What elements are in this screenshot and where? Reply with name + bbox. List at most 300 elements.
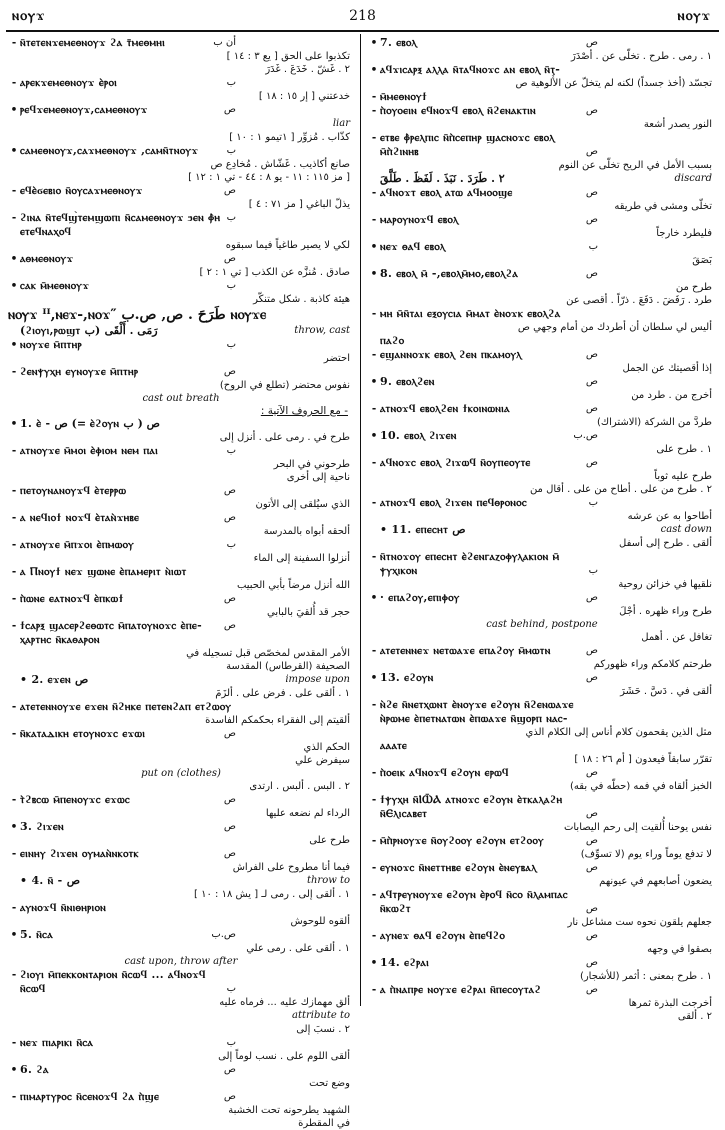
english-gloss: put on (clothes) — [141, 768, 221, 779]
column-divider — [360, 34, 361, 1006]
arabic-gloss: الأمر المقدس لمخصّص قبل تسجيله في — [186, 648, 350, 659]
arabic-gloss: طرح على — [309, 835, 350, 846]
coptic-text: ϯⲯⲩⲭⲏ ⲛ̄ⲒⲰ̄Ⲁ ⲁⲧⲛⲟϫⲥ ⲉϩⲟⲩⲛ ⲉ̀ⲧⲕⲁⲗⲁϩⲏ — [380, 793, 563, 806]
entry-bullet: • — [370, 64, 378, 76]
entry-bullet: • — [10, 280, 18, 292]
arabic-gloss: أنزلوا السفينة إلى الماء — [253, 553, 350, 564]
entry-bullet: - — [371, 308, 377, 320]
entry-bullet: - — [11, 212, 17, 224]
dictionary-entry — [8, 793, 354, 807]
grammar-tag: ص — [223, 821, 236, 832]
grammar-tag: ب — [226, 280, 236, 291]
dictionary-entry — [8, 592, 354, 606]
coptic-text: 8. ⲉⲃⲟⲗ ⲙ̄ -,ⲉⲃⲟⲗⲙ̄ⲙⲟ,ⲉⲃⲟⲗϩⲁ — [380, 267, 519, 280]
arabic-gloss: طرحوني في البحر — [273, 459, 350, 470]
grammar-tag: ص — [223, 728, 236, 739]
dictionary-entry — [368, 523, 716, 537]
right-column — [368, 36, 716, 1022]
coptic-text: ⲡⲉⲧⲟⲩⲛⲁⲛⲟⲩϫϥ ⲉ̀ⲧⲉⲣⲣⲱ — [20, 484, 127, 497]
arabic-gloss: تغافل عن . أهمل — [641, 632, 712, 643]
grammar-tag: أن ب — [213, 37, 236, 48]
arabic-gloss: بسبب الأمل في الريح تخلّى عن النوم — [558, 160, 712, 171]
dictionary-entry — [8, 727, 354, 741]
dictionary-entry — [368, 240, 716, 254]
page-number: 218 — [349, 8, 376, 24]
entry-bullet: • — [370, 672, 378, 684]
english-gloss: cast out breath — [142, 393, 220, 404]
dictionary-entry — [368, 145, 716, 159]
grammar-tag: ص — [585, 214, 598, 225]
dictionary-entry — [8, 338, 354, 352]
dictionary-entry — [8, 565, 354, 579]
english-gloss: throw to — [306, 875, 350, 886]
dictionary-entry — [368, 131, 716, 145]
arabic-gloss: طرد . رَفَضَ . دَفَعَ . ذرّاً . أقصى عن — [566, 295, 712, 306]
coptic-text: ⲛ̄ⲕⲁⲧⲁⲇⲓⲕⲏ ⲉⲧⲟⲩⲛⲟϫⲥ ⲉϫⲱⲓ — [20, 727, 146, 740]
grammar-tag: ص — [585, 146, 598, 157]
coptic-text: • 2. ⲉϫⲉⲛ ص — [20, 673, 89, 686]
grammar-tag: ص — [585, 349, 598, 360]
coptic-text: ⲉϥⲉ̀ϭⲉⲃⲓⲟ ⲛ̄ⲟⲩⲥⲁϫⲙⲉⲑⲛⲟⲩϫ — [20, 184, 143, 197]
grammar-tag: ص.ب — [573, 430, 598, 441]
coptic-text: 7. ⲉⲃⲟⲗ — [380, 36, 417, 49]
arabic-gloss: تخلّى ومشى في طريقه — [614, 201, 712, 212]
coptic-text: • 11. ⲉⲡⲉⲥⲏⲧ ص — [380, 523, 466, 536]
coptic-text: ⲛⲟⲩϫⲉ ⲙ̄ⲡⲧⲏⲣ — [20, 338, 82, 351]
arabic-gloss: الشهيد يطرحونه تحت الخشبة — [228, 1105, 350, 1116]
entry-bullet: - — [11, 620, 17, 632]
dictionary-entry — [368, 104, 716, 118]
entry-bullet: - — [11, 701, 17, 713]
grammar-tag: ص — [585, 37, 598, 48]
coptic-text — [8, 117, 20, 130]
arabic-gloss: ١ . طرح على — [656, 444, 712, 455]
grammar-tag: ص — [585, 592, 598, 603]
grammar-tag: ب — [226, 1037, 236, 1048]
coptic-text: 6. ϩⲁ — [20, 1063, 49, 1076]
dictionary-entry — [368, 591, 716, 605]
arabic-gloss: تكذبوا على الحق [ يع ٣ : ١٤ ] — [226, 51, 350, 62]
arabic-gloss: بصقوا في وجهه — [647, 944, 712, 955]
arabic-gloss: ١ . طرح بمعنى : أثمر (للأشجار) — [579, 971, 712, 982]
entry-bullet: - — [11, 969, 17, 981]
dictionary-entry — [8, 633, 354, 647]
entry-bullet: - — [11, 1091, 17, 1103]
grammar-tag: ص — [585, 376, 598, 387]
dictionary-entry — [368, 888, 716, 902]
entry-bullet: - — [11, 1037, 17, 1049]
dictionary-entry — [368, 564, 716, 578]
dictionary-entry — [8, 511, 354, 525]
dictionary-entry — [8, 1063, 354, 1077]
entry-bullet: - — [371, 984, 377, 996]
header-rule — [6, 30, 719, 32]
arabic-gloss: لكي لا يصير طاغياً فيما سبقوه — [225, 240, 350, 251]
arabic-gloss: الرداء لم نضعه عليها — [265, 808, 350, 819]
entry-bullet: • — [10, 104, 18, 116]
entry-bullet: - — [371, 214, 377, 226]
dictionary-entry — [368, 375, 716, 389]
entry-bullet: • — [370, 241, 378, 253]
left-column — [8, 36, 354, 1129]
grammar-tag: ص — [585, 957, 598, 968]
entry-bullet: - — [371, 457, 377, 469]
grammar-tag: ص — [223, 253, 236, 264]
dictionary-entry — [8, 982, 354, 996]
arabic-gloss: صانع أكاذيب . غَشّاش . مُخادِع ص — [210, 159, 350, 170]
arabic-gloss: في المقطرة — [298, 1118, 350, 1129]
arabic-gloss: الله أنزل مرضاً بأبي الحبيب — [236, 580, 350, 591]
coptic-text: ⲁϥⲛⲟϫⲥ ⲉⲃⲟⲗ ϩⲓϫⲱϥ ⲛ̄ⲟⲩⲡⲉⲟⲩⲧⲉ — [380, 456, 531, 469]
coptic-text: ⲁⲑⲙⲉⲑⲛⲟⲩϫ — [20, 252, 74, 265]
coptic-text: ⲙⲏ ⲙ̄ⲛ̄ⲧⲁⲓ ⲉⲝⲟⲩⲥⲓⲁ ⲙ̄ⲙⲁⲧ ⲉ̀ⲛⲟϫⲕ ⲉⲃⲟⲗϩⲁ — [380, 307, 561, 320]
arabic-gloss: طرحتم كلامكم وراء ظهوركم — [593, 659, 712, 670]
grammar-tag: ب — [226, 539, 236, 550]
arabic-gloss: مثل الذين يقحمون كلام أناس إلى الكلام الذي — [525, 727, 712, 738]
dictionary-entry — [368, 429, 716, 443]
header-right-word: ⲛⲟⲩϫ — [677, 8, 711, 24]
coptic-text: 3. ϩⲓϫⲉⲛ — [20, 820, 64, 833]
entry-bullet: • — [370, 37, 378, 49]
coptic-text: ⲛ̄Ⲉⲗⲓⲥⲁⲃⲉⲧ — [380, 807, 428, 820]
coptic-text: ⲛ̄ⲥⲱϥ — [20, 982, 46, 995]
entry-bullet: - — [371, 497, 377, 509]
dictionary-entry — [8, 1036, 354, 1050]
english-gloss: cast down — [660, 524, 712, 535]
coptic-text: ⲁⲣⲉⲕϫⲉⲙⲉⲑⲛⲟⲩϫ ⲉ̀ⲣⲟⲓ — [20, 76, 118, 89]
dictionary-entry — [368, 929, 716, 943]
dictionary-entry — [8, 538, 354, 552]
arabic-gloss: ناحية إلى أخرى — [286, 472, 350, 483]
entry-bullet: - — [371, 862, 377, 874]
coptic-text: ⲙ̄ⲙⲉⲑⲛⲟⲩϯ — [380, 90, 428, 103]
coptic-text: ⲛⲉϫ ⲑⲁϥ ⲉⲃⲟⲗ — [380, 240, 446, 253]
coptic-text: • 4. ⲛ̄ - ص — [20, 874, 80, 887]
entry-bullet: • — [10, 821, 18, 833]
entry-bullet: - — [371, 767, 377, 779]
arabic-gloss: خدعتني [ إر ١٥ : ١٨ ] — [258, 91, 350, 102]
dictionary-entry — [8, 968, 354, 982]
grammar-tag: ص — [223, 848, 236, 859]
arabic-gloss: طرح وراء ظهره . أجْلَ — [619, 606, 712, 617]
dictionary-entry — [8, 324, 354, 338]
coptic-text: 9. ⲉⲃⲟⲗϩⲉⲛ — [380, 375, 435, 388]
coptic-text: ⲁ Ⲡⲛⲟⲩϯ ⲛⲉϫ ϣⲱⲛⲉ ⲉ̀ⲡⲁⲙⲉⲣⲓⲧ ⲛ̀ⲓⲱⲧ — [20, 565, 187, 578]
arabic-gloss: تجسّد (أخذ جسداً) لكنه لم يتخلّ عن الأُلوهية ص — [515, 78, 712, 89]
section-heading: - مع الحروف الآتية : — [260, 405, 348, 417]
arabic-gloss: ألقيتم إلى الفقراء بحكمكم الفاسدة — [205, 715, 350, 726]
entry-bullet: - — [11, 445, 17, 457]
dictionary-entry — [368, 550, 716, 564]
grammar-tag: ص — [223, 794, 236, 805]
coptic-text: ⲉⲧⲉϥⲛⲁⲭⲟϥ — [20, 225, 72, 238]
grammar-tag: ب — [226, 77, 236, 88]
entry-bullet: - — [371, 105, 377, 117]
dictionary-entry — [8, 444, 354, 458]
page-header — [0, 6, 725, 28]
dictionary-entry — [8, 901, 354, 915]
dictionary-entry — [8, 874, 354, 888]
arabic-gloss: الحكم الذي — [303, 742, 350, 753]
arabic-gloss: ٢ . البس . ألبس . ارتدى — [249, 781, 350, 792]
coptic-text: ⲡ̀ⲟⲉⲓⲕ ⲁϥⲛⲟϫϥ ⲉϩⲟⲩⲛ ⲉⲣⲱϥ — [380, 766, 509, 779]
coptic-text: ٢ . طَرَدَ . نَبَذَ . لَفَظَ . طَلَّقَ — [380, 172, 505, 185]
arabic-gloss: ألقى في . دَسَّ . حَشَرَ — [620, 686, 712, 697]
grammar-tag: ص — [585, 645, 598, 656]
arabic-gloss: نلقيها في خزائن روحية — [618, 579, 712, 590]
entry-bullet: - — [11, 539, 17, 551]
arabic-gloss: طرح في . رمى على . أنزل إلى — [219, 432, 350, 443]
coptic-text: ϩⲉⲛⲯⲩⲭⲏ ⲉⲩⲛⲟⲩϫⲉ ⲙ̄ⲡⲧⲏⲣ — [20, 365, 139, 378]
grammar-tag: ب — [226, 445, 236, 456]
grammar-tag: ص — [223, 485, 236, 496]
coptic-text: ⲁⲧⲛⲟϫϥ ⲉⲃⲟⲗϩⲉⲛ ϯⲕⲟⲓⲛⲱⲛⲓⲁ — [380, 402, 510, 415]
grammar-tag: ص.ب — [211, 929, 236, 940]
dictionary-entry — [368, 213, 716, 227]
arabic-gloss: سيفرض علي — [295, 755, 350, 766]
entry-bullet: - — [11, 848, 17, 860]
arabic-gloss: طرح من — [675, 282, 712, 293]
coptic-text: ⲧ̀ϩⲃⲥⲱ ⲙ̄ⲡⲉⲛⲟⲩϫⲥ ⲉϫⲱⲥ — [20, 793, 131, 806]
dictionary-entry — [368, 793, 716, 807]
dictionary-entry — [368, 186, 716, 200]
dictionary-entry — [368, 90, 716, 104]
coptic-text: (ϩⲓⲟⲩⲓ,ⲣⲱϣⲧ ب) رَمَى . أَلْقَى — [20, 324, 158, 337]
dictionary-entry — [368, 712, 716, 726]
arabic-gloss: ١ . ألقى إلى . رمى لـ [ يش ١٨ : ١٠ ] — [194, 889, 350, 900]
dictionary-entry — [368, 307, 716, 321]
coptic-text: 14. ⲉϩⲣⲁⲓ — [380, 956, 430, 969]
grammar-tag: ص — [585, 984, 598, 995]
arabic-gloss: ١ . ألقى على . فرض على . ألزَمَ — [215, 688, 350, 699]
header-left-word: ⲛⲟⲩϫ — [12, 8, 46, 24]
arabic-gloss: طرح عليه ثوباً — [654, 471, 712, 482]
coptic-text: 10. ⲉⲃⲟⲗ ϩⲓϫⲉⲛ — [380, 429, 457, 442]
entry-bullet: - — [11, 485, 17, 497]
coptic-text: ⲡⲁϩⲟ — [380, 334, 405, 347]
arabic-gloss: الذي سيُلقى إلى الأتون — [255, 499, 350, 510]
grammar-tag: ص — [585, 457, 598, 468]
grammar-tag: ص — [223, 512, 236, 523]
dictionary-entry — [8, 252, 354, 266]
entry-bullet: - — [11, 902, 17, 914]
dictionary-entry — [8, 365, 354, 379]
arabic-gloss: ٢ . غَشّ . خَدَعَ . غَدَرَ — [265, 64, 350, 75]
dictionary-entry — [8, 820, 354, 834]
entry-bullet: - — [371, 551, 377, 563]
grammar-tag: ص — [223, 366, 236, 377]
coptic-text: ⲁⲩⲛⲟϫϥ ⲛ̄ⲛⲓⲑⲏⲣⲓⲟⲛ — [20, 901, 107, 914]
arabic-gloss: طردَّ من الشركة (الاشتراك) — [596, 417, 712, 428]
entry-bullet: - — [11, 37, 17, 49]
arabic-gloss: إذا أقصيتك عن الجمل — [622, 363, 712, 374]
entry-bullet: - — [11, 593, 17, 605]
coptic-text: ⲡ̀ⲱⲛⲉ ⲉⲁⲧⲛⲟϫϥ ⲉ̀ⲡⲕⲱϯ — [20, 592, 124, 605]
dictionary-entry — [8, 103, 354, 117]
arabic-gloss: [ مز ١١٥ : ١١ - يو ٨ : ٤٤ - تي ١ : ١٢ ] — [188, 172, 350, 183]
grammar-tag: ص — [585, 808, 598, 819]
dictionary-entry — [8, 1009, 354, 1023]
coptic-text: ⲣⲉϥϫⲉⲙⲉⲑⲛⲟⲩϫ,ⲥⲁⲙⲉⲑⲛⲟⲩϫ — [20, 103, 148, 116]
coptic-text: ⲯⲩⲭⲓⲕⲟⲛ — [380, 564, 418, 577]
coptic-text: ⲥⲁⲕ ⲙ̄ⲙⲉⲑⲛⲟⲩϫ — [20, 279, 90, 292]
dictionary-entry — [8, 36, 354, 50]
entry-bullet: - — [11, 185, 17, 197]
grammar-tag: ص — [585, 187, 598, 198]
coptic-text: ϩⲓⲛⲁ ⲛ̄ⲧⲉϥϣ̀ⲧⲉⲙϣⲱⲡⲓ ⲛ̄ⲥⲁⲙⲉⲑⲛⲟⲩϫ ϧⲉⲛ ⲫ̀ⲏ — [20, 211, 221, 224]
coptic-text: ⲁϥⲛⲟϫⲧ ⲉⲃⲟⲗ ⲁⲧⲱ ⲁϥⲙⲟⲟϣⲉ — [380, 186, 513, 199]
dictionary-entry — [368, 956, 716, 970]
entry-bullet: • — [370, 957, 378, 969]
grammar-tag: ص — [223, 1064, 236, 1075]
dictionary-entry — [8, 417, 354, 431]
arabic-gloss: نفس يوحنا أُلقيت إلى رحم اليصابات — [563, 822, 712, 833]
grammar-tag: ص — [585, 930, 598, 941]
arabic-gloss: أطاحوا به عن عرشه — [627, 511, 712, 522]
dictionary-entry — [8, 847, 354, 861]
coptic-text: ⲭⲁⲣⲧⲏⲥ ⲛ̄ⲕⲁⲑⲁⲣⲟⲛ — [20, 633, 100, 646]
entry-bullet: - — [11, 77, 17, 89]
arabic-gloss: حجر قد أُلقيَ بالبابي — [267, 607, 350, 618]
entry-bullet: • — [10, 929, 18, 941]
entry-bullet: - — [371, 349, 377, 361]
arabic-gloss: ألحقه أبواه بالمدرسة — [263, 526, 350, 537]
entry-bullet: - — [371, 930, 377, 942]
coptic-text: ⲁ ⲡ̀ⲛⲁⲡⲣⲉ ⲛⲟⲩϫⲉ ⲉϩⲣⲁⲓ ⲛ̄ⲡⲉⲥⲟⲩⲧⲁϩ — [380, 983, 542, 996]
coptic-text: ⲁⲧⲉⲧⲉⲛⲛⲉϫ ⲛⲉⲧⲱⲁϫⲉ ⲉⲡⲁϩⲟⲩ ⲙ̄ⲙⲱⲧⲛ — [380, 644, 551, 657]
entry-bullet: • — [10, 145, 18, 157]
entry-bullet: • — [10, 253, 18, 265]
dictionary-entry — [368, 402, 716, 416]
coptic-text: ⲉⲧⲃⲉ ⲫ̀ⲣⲉⲗⲡⲓⲥ ⲛ̄ⲡ̀ⲥⲉⲡⲏⲣ ϣⲁⲥⲛⲟϫⲥ ⲉⲃⲟⲗ — [380, 131, 555, 144]
entry-bullet: • — [370, 592, 378, 604]
coptic-text: ⲡ̀ⲟⲩⲟⲉⲓⲛ ⲉϥⲛⲟϫϥ ⲉⲃⲟⲗ ⲛ̄ϩⲉⲛⲁⲕⲧⲓⲛ — [380, 104, 536, 117]
coptic-text: 5. ⲛ̄ⲥⲁ — [20, 928, 53, 941]
grammar-tag: ص — [585, 672, 598, 683]
arabic-gloss: ١ . ألقى على . رمى علي — [246, 943, 350, 954]
dictionary-entry — [368, 834, 716, 848]
coptic-text: ⲁⲧⲛⲟⲩϫⲉ ⲙ̄ⲡϫⲟⲓ ⲉ̀ⲡⲙⲱⲟⲩ — [20, 538, 135, 551]
coptic-text: ⲁⲧⲉⲧⲉⲛⲛⲟⲩϫⲉ ⲉϫⲉⲛ ⲛ̄ϩⲏⲕⲉ ⲡⲉⲧⲉⲛϩⲁⲡ ⲉⲧϩⲱⲟⲩ — [20, 700, 232, 713]
coptic-text: ⲉⲓⲛⲏⲩ ϩⲓϫⲉⲛ ⲟⲩⲙⲁⲛ̀ⲛⲕⲟⲧⲕ — [20, 847, 139, 860]
arabic-gloss: أخرجت البذرة ثمرها — [628, 998, 712, 1009]
arabic-gloss: ٢ . طرح من على . أطاح من على . أقال من — [529, 484, 712, 495]
entry-bullet: - — [371, 403, 377, 415]
arabic-gloss: أليس لي سلطان أن أطردك من أمام وجهي ص — [517, 322, 712, 333]
dictionary-entry — [8, 76, 354, 90]
coptic-text: ⲉϣⲁⲛⲛⲟϫⲕ ⲉⲃⲟⲗ ϩⲉⲛ ⲡⲕⲁⲙⲟⲩⲗ — [380, 348, 522, 361]
arabic-gloss: هيئة كاذبة . شكل متنكّر — [253, 294, 350, 305]
coptic-text: ⲙⲁⲣⲟⲩⲛⲟϫϥ ⲉⲃⲟⲗ — [380, 213, 459, 226]
english-gloss: impose upon — [285, 674, 350, 685]
coptic-text: 1. ⲉ̀ - ص (= ⲉ̀ϩⲟⲩⲛ ب ) ص — [20, 417, 160, 430]
coptic-text: ⲙ̄ⲡ̀ϩⲓⲛⲏⲃ — [380, 145, 419, 158]
grammar-tag: ص — [585, 767, 598, 778]
dictionary-entry — [8, 484, 354, 498]
coptic-text: ⲡⲓⲙⲁⲣⲧⲩⲣⲟⲥ ⲛ̄ⲥⲉⲛⲟϫϥ ϩⲁ ⲡ̀ϣⲉ — [20, 1090, 160, 1103]
entry-bullet: • — [370, 268, 378, 280]
english-gloss: cast behind, postpone — [486, 619, 598, 630]
dictionary-entry — [8, 673, 354, 687]
dictionary-entry — [368, 807, 716, 821]
arabic-gloss: النور يصدر أشعة — [643, 119, 712, 130]
dictionary-entry — [368, 671, 716, 685]
english-gloss: liar — [332, 118, 350, 129]
headword: ⲛⲟⲩϫ ᴵᴵ,ⲛⲉϫ-,ⲛⲟϫ″ طَرَحَ . ص, ص.ب ⲛⲟⲩϫⲉ — [8, 307, 267, 323]
arabic-gloss: يضعون أصابعهم في عيونهم — [599, 876, 712, 887]
arabic-gloss: تقرّر سابقاً فيعدون [ أم ٢٦ : ١٨ ] — [574, 754, 712, 765]
coptic-text: ⲛⲉϫ ⲡⲓⲁⲣⲓⲕⲓ ⲛ̄ⲥⲁ — [20, 1036, 94, 1049]
dictionary-entry — [368, 861, 716, 875]
grammar-tag: ب — [588, 497, 598, 508]
entry-bullet: • — [10, 339, 18, 351]
arabic-gloss: نفوس محتضر (تطلع في الروح) — [219, 380, 350, 391]
arabic-gloss: جعلهم يلقون نحوه ست مشاعل نار — [567, 917, 712, 928]
english-gloss: cast upon, throw after — [124, 956, 238, 967]
grammar-tag: ص — [223, 593, 236, 604]
dictionary-entry — [8, 1090, 354, 1104]
dictionary-entry — [368, 644, 716, 658]
grammar-tag: ب — [226, 339, 236, 350]
arabic-gloss: ألقوه للوحوش — [290, 916, 350, 927]
entry-bullet: - — [371, 794, 377, 806]
dictionary-entry — [368, 739, 716, 753]
english-gloss: attribute to — [292, 1010, 350, 1021]
coptic-text: ⲙ̄ⲡ̀ⲣⲛⲟⲩϫⲉ ⲛ̄ⲟⲩϩⲟⲟⲩ ⲉϩⲟⲩⲛ ⲉⲧϩⲟⲟⲩ — [380, 834, 544, 847]
dictionary-entry — [368, 698, 716, 712]
arabic-gloss: فليطرد خارجاً — [656, 228, 712, 239]
arabic-gloss: ١ . رمى . طرح . تخلّى عن . أصْدَرَ — [571, 51, 712, 62]
arabic-gloss: ألق مهمازك عليه ... فرماه عليه — [219, 997, 350, 1008]
grammar-tag: ص — [585, 903, 598, 914]
entry-bullet: • — [370, 376, 378, 388]
coptic-text: ϩⲓⲟⲩⲓ ⲙ̄ⲡⲉⲕⲕⲟⲛⲧⲁⲣⲓⲟⲛ ⲛ̄ⲥⲱϥ ... ⲁϥⲛⲟϫϥ — [20, 968, 206, 981]
grammar-tag: ص — [223, 1091, 236, 1102]
grammar-tag: ب — [588, 565, 598, 576]
coptic-text: · ⲉⲡⲁϩⲟⲩ,ⲉⲡⲓⲫⲟⲩ — [380, 591, 460, 604]
entry-bullet: - — [11, 366, 17, 378]
arabic-gloss: الصحيفة (القرطاس) المقدسة — [226, 661, 350, 672]
coptic-text: ⲛ̀ⲣⲱⲙⲉ ⲉ̀ⲡⲉⲧⲛⲁⲧⲱⲛ ⲉ̀ⲡⲱⲁϫⲉ ⲛ̄ϣⲟⲣⲡ ⲛⲁⲥ- — [380, 712, 568, 725]
arabic-gloss: لا تدفع يوماً وراء يوم (لا تسوِّف) — [580, 849, 712, 860]
coptic-text: ⲁϥϫⲓⲥⲁⲣⲝ ⲁⲗⲗⲁ ⲛ̄ⲧⲁϥⲛⲟϫⲥ ⲁⲛ ⲉⲃⲟⲗ ⲛ̄ⲧ- — [380, 63, 561, 76]
coptic-text: ⲛ̀ϩⲉ ⲛ̄ⲛⲉⲧⲭⲱⲛⲧ ⲉ̀ⲛⲟⲩϫⲉ ⲉϩⲟⲩⲛ ⲛ̄ϩⲉⲛⲱⲁϫⲉ — [380, 698, 574, 711]
entry-bullet: • — [370, 430, 378, 442]
dictionary-entry — [368, 63, 716, 77]
arabic-gloss: ٢ . ألقى — [677, 1011, 712, 1022]
coptic-text: ⲛ̄ⲧⲉⲧⲉⲛϫⲉⲙⲉⲑⲛⲟⲩϫ ϩⲁ ⲧ̄ⲙⲉⲑⲙⲏⲓ — [20, 36, 166, 49]
arabic-gloss: وضع تحت — [309, 1078, 350, 1089]
grammar-tag: ص — [223, 620, 236, 631]
grammar-tag: ب — [226, 983, 236, 994]
entry-bullet: - — [371, 132, 377, 144]
coptic-text: ⲁ ⲛⲉϥⲓⲟϯ ⲛⲟϫϥ ⲉ̀ⲧⲁⲛ̀ϫⲏⲃⲉ — [20, 511, 140, 524]
entry-bullet: - — [11, 794, 17, 806]
coptic-text: ⲁⲁⲁⲧⲉ — [380, 739, 408, 752]
dictionary-entry — [8, 184, 354, 198]
dictionary-entry — [368, 456, 716, 470]
arabic-gloss: الخبز ألقاه في فمه (حطّه في بقه) — [570, 781, 712, 792]
arabic-gloss: احتضر — [323, 353, 350, 364]
coptic-text: ⲁⲧⲛⲟⲩϫⲉ ⲙ̄ⲙⲟⲓ ⲉ̀ⲫⲓⲟⲙ ⲛⲉⲙ ⲡⲁⲓ — [20, 444, 159, 457]
dictionary-entry — [368, 267, 716, 281]
entry-bullet: - — [11, 728, 17, 740]
arabic-gloss: ٢ . نسبَ إلى — [296, 1024, 350, 1035]
entry-bullet: • — [10, 418, 18, 430]
dictionary-entry — [368, 496, 716, 510]
dictionary-entry — [368, 334, 716, 348]
coptic-text: ⲁⲩⲛⲉϫ ⲑⲁϥ ⲉϩⲟⲩⲛ ⲉ̀ⲡⲉϥϩⲟ — [380, 929, 506, 942]
